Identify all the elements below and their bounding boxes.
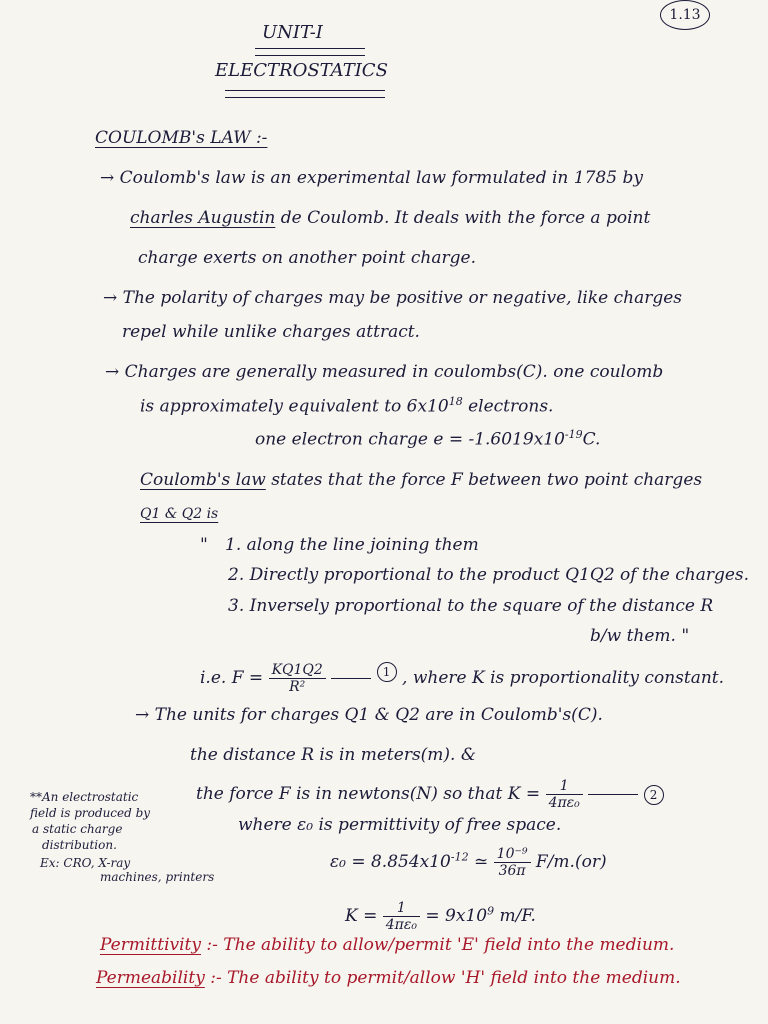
law-statement: Coulomb's law states that the force F between two point charges — [140, 470, 703, 490]
topic-title: ELECTROSTATICS — [215, 60, 388, 81]
k-final-fraction: $\frac{1}{\text{4πε₀}}$ — [383, 900, 420, 933]
unit-title: UNIT-I — [262, 22, 323, 43]
text-line: → The polarity of charges may be positive or negative, like charges — [103, 288, 683, 308]
page-number-badge: 1.13 — [660, 0, 710, 30]
k-fraction: $\frac{1}{\text{4πε₀}}$ — [546, 778, 583, 811]
quote-mark: " — [200, 535, 208, 555]
k-final-value: K = $\frac{1}{\text{4πε₀}}$ = $9x10^9$ m/F. — [345, 900, 536, 933]
list-item: 3. Inversely proportional to the square of the distance R — [228, 596, 714, 616]
list-item: 1. along the line joining them — [225, 535, 479, 555]
equation-marker: 1 — [377, 662, 397, 682]
list-item: 2. Directly proportional to the product Q1Q2 of the charges. — [228, 565, 750, 585]
unit-title-underline — [255, 48, 365, 56]
permeability-term: Permeability — [96, 968, 205, 988]
force-fraction: $\frac{KQ1Q2}{\text{R²}}$ — [269, 662, 326, 695]
topic-title-underline — [225, 90, 385, 98]
k-definition: the force F is in newtons(N) so that K = $\frac{1}{\text{4πε₀}}$ 2 — [196, 778, 664, 811]
permittivity-definition: Permittivity :- The ability to allow/permit 'E' field into the medium. — [100, 935, 675, 955]
equation-marker: 2 — [644, 785, 664, 805]
epsilon-fraction: $\frac{\text{10⁻⁹}}{36\pi}$ — [494, 846, 531, 879]
equation-dash — [588, 794, 638, 795]
text-line: → Coulomb's law is an experimental law formulated in 1785 by — [100, 168, 643, 188]
text-line: repel while unlike charges attract. — [122, 322, 420, 342]
text-line: charge exerts on another point charge. — [138, 248, 476, 268]
scientist-name: charles Augustin — [130, 208, 276, 228]
text-line: charles Augustin de Coulomb. It deals with the force a point — [130, 208, 651, 228]
text-line: where ε₀ is permittivity of free space. — [238, 815, 562, 835]
permittivity-term: Permittivity — [100, 935, 201, 955]
electron-charge-line: one electron charge $e = -1.6019x10^{-19}C$. — [255, 428, 601, 450]
section-heading: COULOMB's LAW :- — [95, 128, 268, 148]
text-line: → The units for charges Q1 & Q2 are in Coulomb's(C). — [135, 705, 603, 725]
coulomb-equation: i.e. F = $\frac{KQ1Q2}{\text{R²}}$ 1 , where K is proportionality constant. — [200, 662, 725, 695]
text-line: is approximately equivalent to $6x10^{18}$ electrons. — [140, 395, 554, 417]
list-item-continuation: b/w them. " — [590, 626, 690, 646]
equation-dash — [331, 678, 371, 679]
epsilon-value: $\varepsilon_0 = 8.854x10^{-12}$ ≃ $\frac{\text{10⁻⁹}}{36\pi}$ F/m.(or) — [330, 846, 607, 879]
text-line: the distance R is in meters(m). & — [190, 745, 476, 765]
permeability-definition: Permeability :- The ability to permit/allow 'H' field into the medium. — [96, 968, 681, 988]
text-line: → Charges are generally measured in coulombs(C). one coulomb — [105, 362, 664, 382]
law-statement-charges: Q1 & Q2 is — [140, 506, 219, 522]
